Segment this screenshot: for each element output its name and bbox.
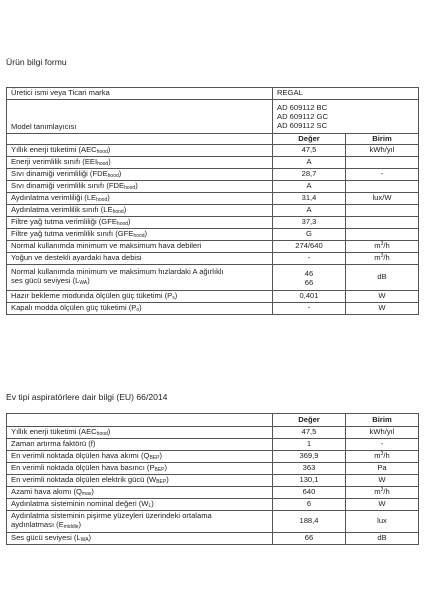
table-row bbox=[7, 253, 419, 265]
row-value: 363 bbox=[273, 463, 346, 475]
table-row bbox=[7, 427, 419, 439]
row-unit: W bbox=[346, 475, 419, 487]
table-row bbox=[7, 487, 419, 499]
row-label: Sıvı dinamiği verimliliği $(FDE_{hood})$ bbox=[7, 169, 273, 181]
table-row bbox=[7, 193, 419, 205]
row-label: Hazır bekleme modunda ölçülen güç tüketimi $(P_s)$ bbox=[7, 291, 273, 303]
row-unit bbox=[346, 205, 419, 217]
row-label: En verimli noktada ölçülen elektrik gücü $(W_{BEP})$ bbox=[7, 475, 273, 487]
noise-values bbox=[273, 265, 346, 291]
row-value: 0,401 bbox=[273, 291, 346, 303]
noise-min: 46 bbox=[304, 268, 314, 278]
row-unit bbox=[346, 181, 419, 193]
row-label: Filtre yağ tutma verimliliği $(GFE_{hood})$ bbox=[7, 217, 273, 229]
lux-unit: lux bbox=[346, 511, 419, 533]
row-unit: W bbox=[346, 499, 419, 511]
row-unit: W bbox=[346, 303, 419, 315]
table-row bbox=[7, 145, 419, 157]
table-row bbox=[7, 451, 419, 463]
row-unit: - bbox=[346, 169, 419, 181]
table-row bbox=[7, 463, 419, 475]
lux-label-line2: aydınlatması $(E_{middle})$ bbox=[11, 519, 82, 530]
row-value: 31,4 bbox=[273, 193, 346, 205]
row-value: 640 bbox=[273, 487, 346, 499]
row-unit: W bbox=[346, 291, 419, 303]
header-value: Değer bbox=[273, 414, 346, 427]
row-value: - bbox=[273, 303, 346, 315]
row-value: 47,5 bbox=[273, 427, 346, 439]
lux-label-line1: Aydınlatma sisteminin pişirme yüzeyleri üzerindeki ortalama bbox=[11, 511, 212, 521]
brand-label: Üretici ismi veya Ticari marka bbox=[7, 88, 273, 100]
row-unit: Pa bbox=[346, 463, 419, 475]
row-value: G bbox=[273, 229, 346, 241]
lux-label bbox=[7, 511, 273, 533]
header-unit: Birim bbox=[346, 134, 419, 145]
table-row bbox=[7, 157, 419, 169]
row-value: 6 bbox=[273, 499, 346, 511]
row-value: 28,7 bbox=[273, 169, 346, 181]
model-value: AD 609112 GC bbox=[277, 112, 328, 121]
noise-max: 66 bbox=[304, 277, 314, 287]
row-unit: $m^3/h$ bbox=[346, 487, 419, 499]
header-blank bbox=[7, 134, 273, 145]
table-row bbox=[7, 439, 419, 451]
lux-value: 188,4 bbox=[273, 511, 346, 533]
row-label: Yoğun ve destekli ayardaki hava debisi bbox=[7, 253, 273, 265]
header-unit: Birim bbox=[346, 414, 419, 427]
row-label: Aydınlatma verimlilik sınıfı $(LE_{hood})$ bbox=[7, 205, 273, 217]
noise-label-line1: Normal kullanımda minimum ve maksimum hızlardaki A ağırlıklı bbox=[11, 267, 224, 277]
section1-title: Ürün bilgi formu bbox=[6, 57, 67, 67]
table-row bbox=[7, 181, 419, 193]
row-value: A bbox=[273, 157, 346, 169]
eu-info-table bbox=[6, 413, 419, 545]
table-row bbox=[7, 205, 419, 217]
header-value: Değer bbox=[273, 134, 346, 145]
row-label: Kapalı modda ölçülen güç tüketimi $(P_o)$ bbox=[7, 303, 273, 315]
noise-label bbox=[7, 265, 273, 291]
row-unit: $m^3/h$ bbox=[346, 451, 419, 463]
row-label: Sıvı dinamiği verimlilik sınıfı $(FDE_{hood})$ bbox=[7, 181, 273, 193]
row-label: Enerji verimlilik sınıfı $(EEI_{hood})$ bbox=[7, 157, 273, 169]
row-value: 274/640 bbox=[273, 241, 346, 253]
row-label: Aydınlatma verimliliği $(LE_{hood})$ bbox=[7, 193, 273, 205]
brand-value: REGAL bbox=[273, 88, 419, 100]
row-label: Yıllık enerji tüketimi $(AEC_{hood})$ bbox=[7, 427, 273, 439]
row-label: En verimli noktada ölçülen hava akımı $(Q_{BEP})$ bbox=[7, 451, 273, 463]
row-unit: kWh/yıl bbox=[346, 145, 419, 157]
noise-label-line2: ses gücü seviyesi $(L_{WA})$ bbox=[11, 275, 90, 286]
header-blank bbox=[7, 414, 273, 427]
noise-unit: dB bbox=[346, 265, 419, 291]
row-label: Zaman artırma faktörü (f) bbox=[7, 439, 273, 451]
row-value: - bbox=[273, 253, 346, 265]
table-row bbox=[7, 499, 419, 511]
row-unit: $m^3/h$ bbox=[346, 253, 419, 265]
table-row bbox=[7, 229, 419, 241]
row-label: En verimli noktada ölçülen hava basıncı $(P_{BEP})$ bbox=[7, 463, 273, 475]
row-unit bbox=[346, 229, 419, 241]
section2-title: Ev tipi aspiratörlere dair bilgi (EU) 66/2014 bbox=[6, 392, 168, 402]
row-label: Azami hava akımı $(Q_{max})$ bbox=[7, 487, 273, 499]
row-value: 37,3 bbox=[273, 217, 346, 229]
row-unit: dB bbox=[346, 533, 419, 545]
row-label: Yıllık enerji tüketimi $(AEC_{hood})$ bbox=[7, 145, 273, 157]
model-value: AD 609112 BC bbox=[277, 103, 328, 112]
table-row bbox=[7, 475, 419, 487]
row-value: 369,9 bbox=[273, 451, 346, 463]
table-row bbox=[7, 303, 419, 315]
row-value: 66 bbox=[273, 533, 346, 545]
row-value: A bbox=[273, 181, 346, 193]
row-value: 1 bbox=[273, 439, 346, 451]
model-label: Model tanımlayıcısı bbox=[7, 100, 273, 134]
row-unit: - bbox=[346, 439, 419, 451]
row-label: Filtre yağ tutma verimlilik sınıfı $(GFE_{hood})$ bbox=[7, 229, 273, 241]
row-value: 47,5 bbox=[273, 145, 346, 157]
row-unit: kWh/yıl bbox=[346, 427, 419, 439]
row-unit: lux/W bbox=[346, 193, 419, 205]
model-value: AD 609112 SC bbox=[277, 121, 328, 130]
table-row bbox=[7, 241, 419, 253]
table-row bbox=[7, 217, 419, 229]
row-unit: $m^3/h$ bbox=[346, 241, 419, 253]
model-values bbox=[273, 100, 419, 134]
row-label: Normal kullanımda minimum ve maksimum hava debileri bbox=[7, 241, 273, 253]
table-row bbox=[7, 291, 419, 303]
row-unit bbox=[346, 157, 419, 169]
row-value: A bbox=[273, 205, 346, 217]
product-info-table bbox=[6, 87, 419, 315]
row-value: 130,1 bbox=[273, 475, 346, 487]
row-label: Ses gücü seviyesi $(L_{WA})$ bbox=[7, 533, 273, 545]
row-label: Aydınlatma sisteminin nominal değeri $(W_L)$ bbox=[7, 499, 273, 511]
table-row bbox=[7, 169, 419, 181]
row-unit bbox=[346, 217, 419, 229]
